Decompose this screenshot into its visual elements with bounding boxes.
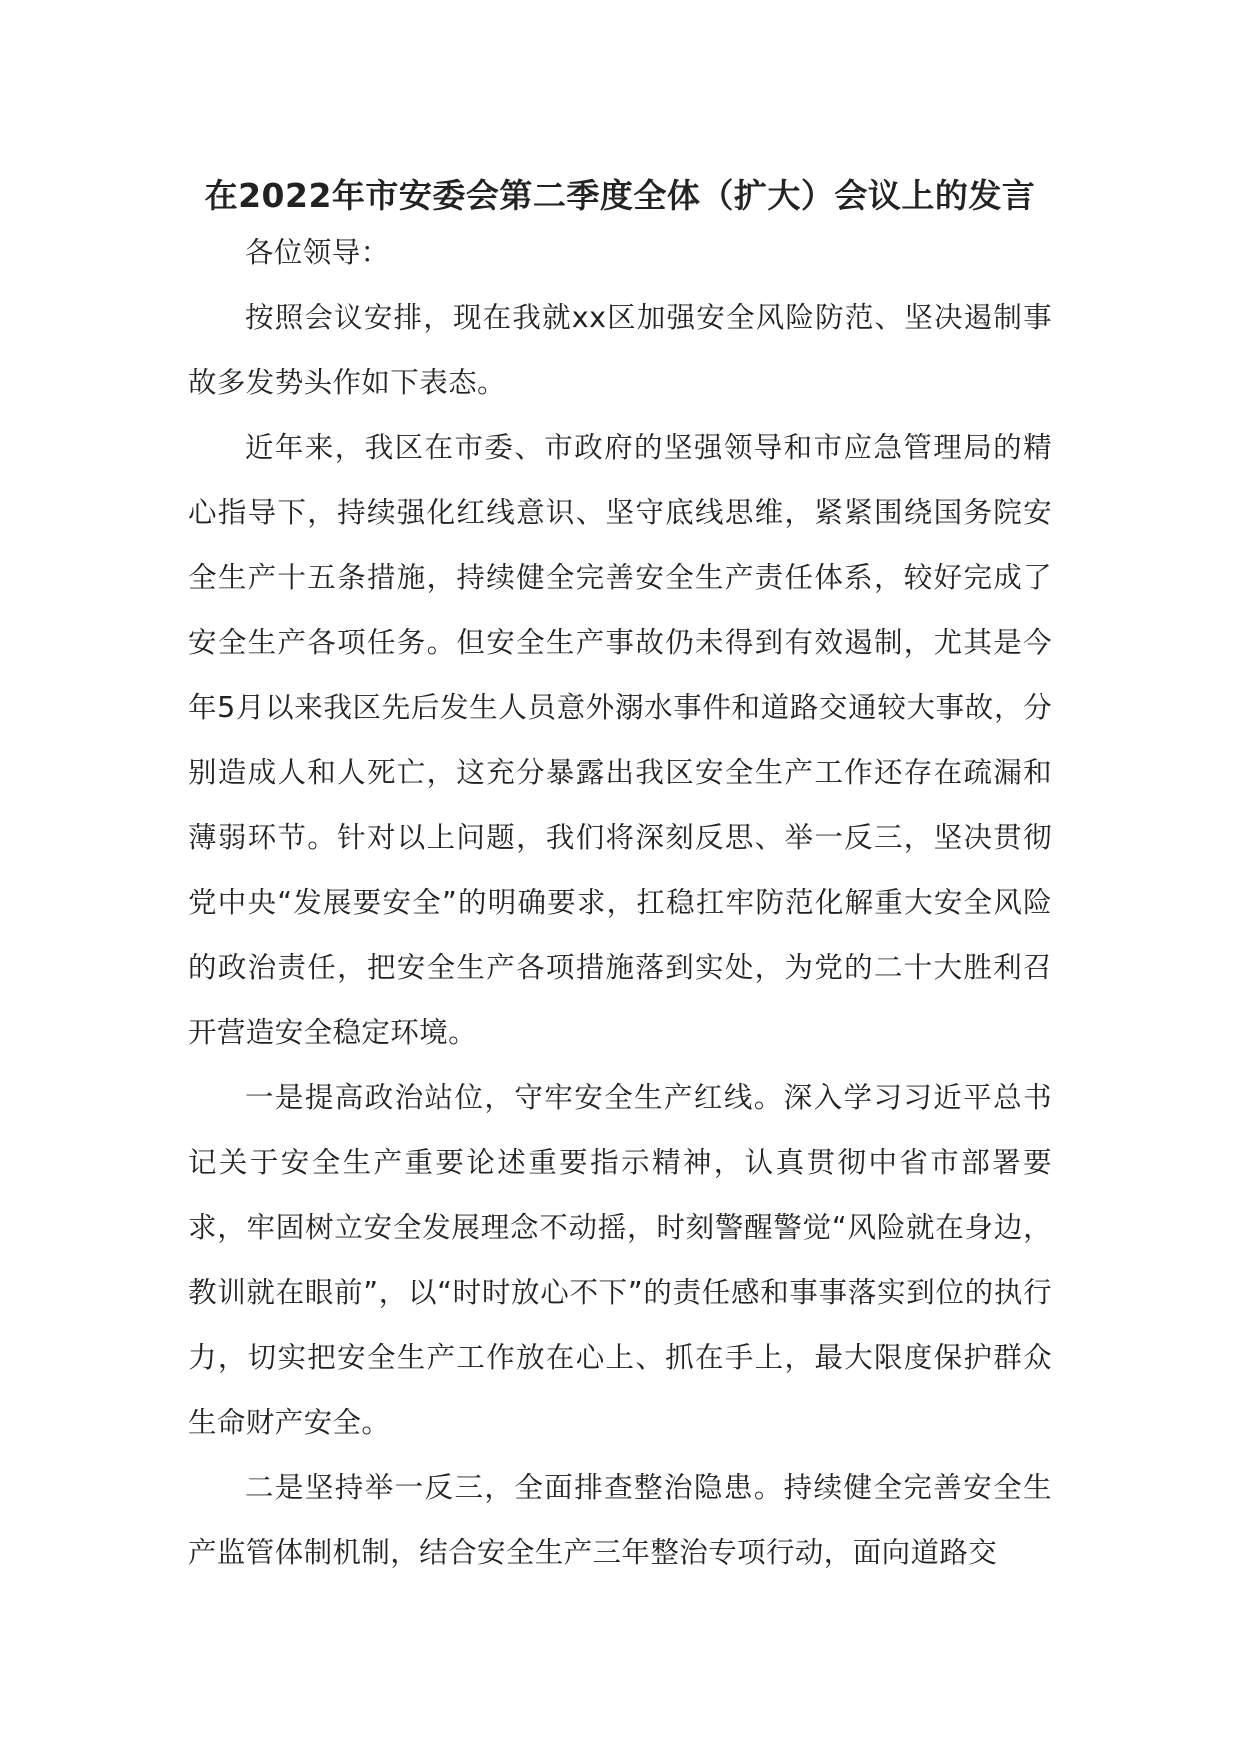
salutation: 各位领导： <box>245 236 390 269</box>
document-title: 在2022年市安委会第二季度全体（扩大）会议上的发言 <box>204 176 1036 215</box>
paragraph-intro: 按照会议安排，现在我就xx区加强安全风险防范、坚决遏制事故多发势头作如下表态。 <box>188 301 1052 399</box>
paragraph-background: 近年来，我区在市委、市政府的坚强领导和市应急管理局的精心指导下，持续强化红线意识、坚守底线思维，紧紧围绕国务院安全生产十五条措施，持续健全完善安全生产责任体系，较好完成了安全生产各项任务。但安全生产事故仍未得到有效遏制，尤其是今年5月以来我区先后发生人员意外溺水事件和道路交通较大事故，分别造成人和人死亡，这充分暴露出我区安全生产工作还存在疏漏和薄弱环节。针对以上问题，我们将深刻反思、举一反三，坚决贯彻党中央“发展要安全”的明确要求，扛稳扛牢防范化解重大安全风险的政治责任，把安全生产各项措施落到实处，为党的二十大胜利召开营造安全稳定环境。 <box>188 431 1052 1049</box>
paragraph-point-one: 一是提高政治站位，守牢安全生产红线。深入学习习近平总书记关于安全生产重要论述重要指示精神，认真贯彻中省市部署要求，牢固树立安全发展理念不动摇，时刻警醒警觉“风险就在身边，教训就在眼前”，以“时时放心不下”的责任感和事事落实到位的执行力，切实把安全生产工作放在心上、抓在手上，最大限度保护群众生命财产安全。 <box>188 1081 1052 1439</box>
paragraph-point-two: 二是坚持举一反三，全面排查整治隐患。持续健全完善安全生产监管体制机制，结合安全生产三年整治专项行动，面向道路交 <box>188 1471 1052 1569</box>
document-page <box>188 172 1052 1585</box>
